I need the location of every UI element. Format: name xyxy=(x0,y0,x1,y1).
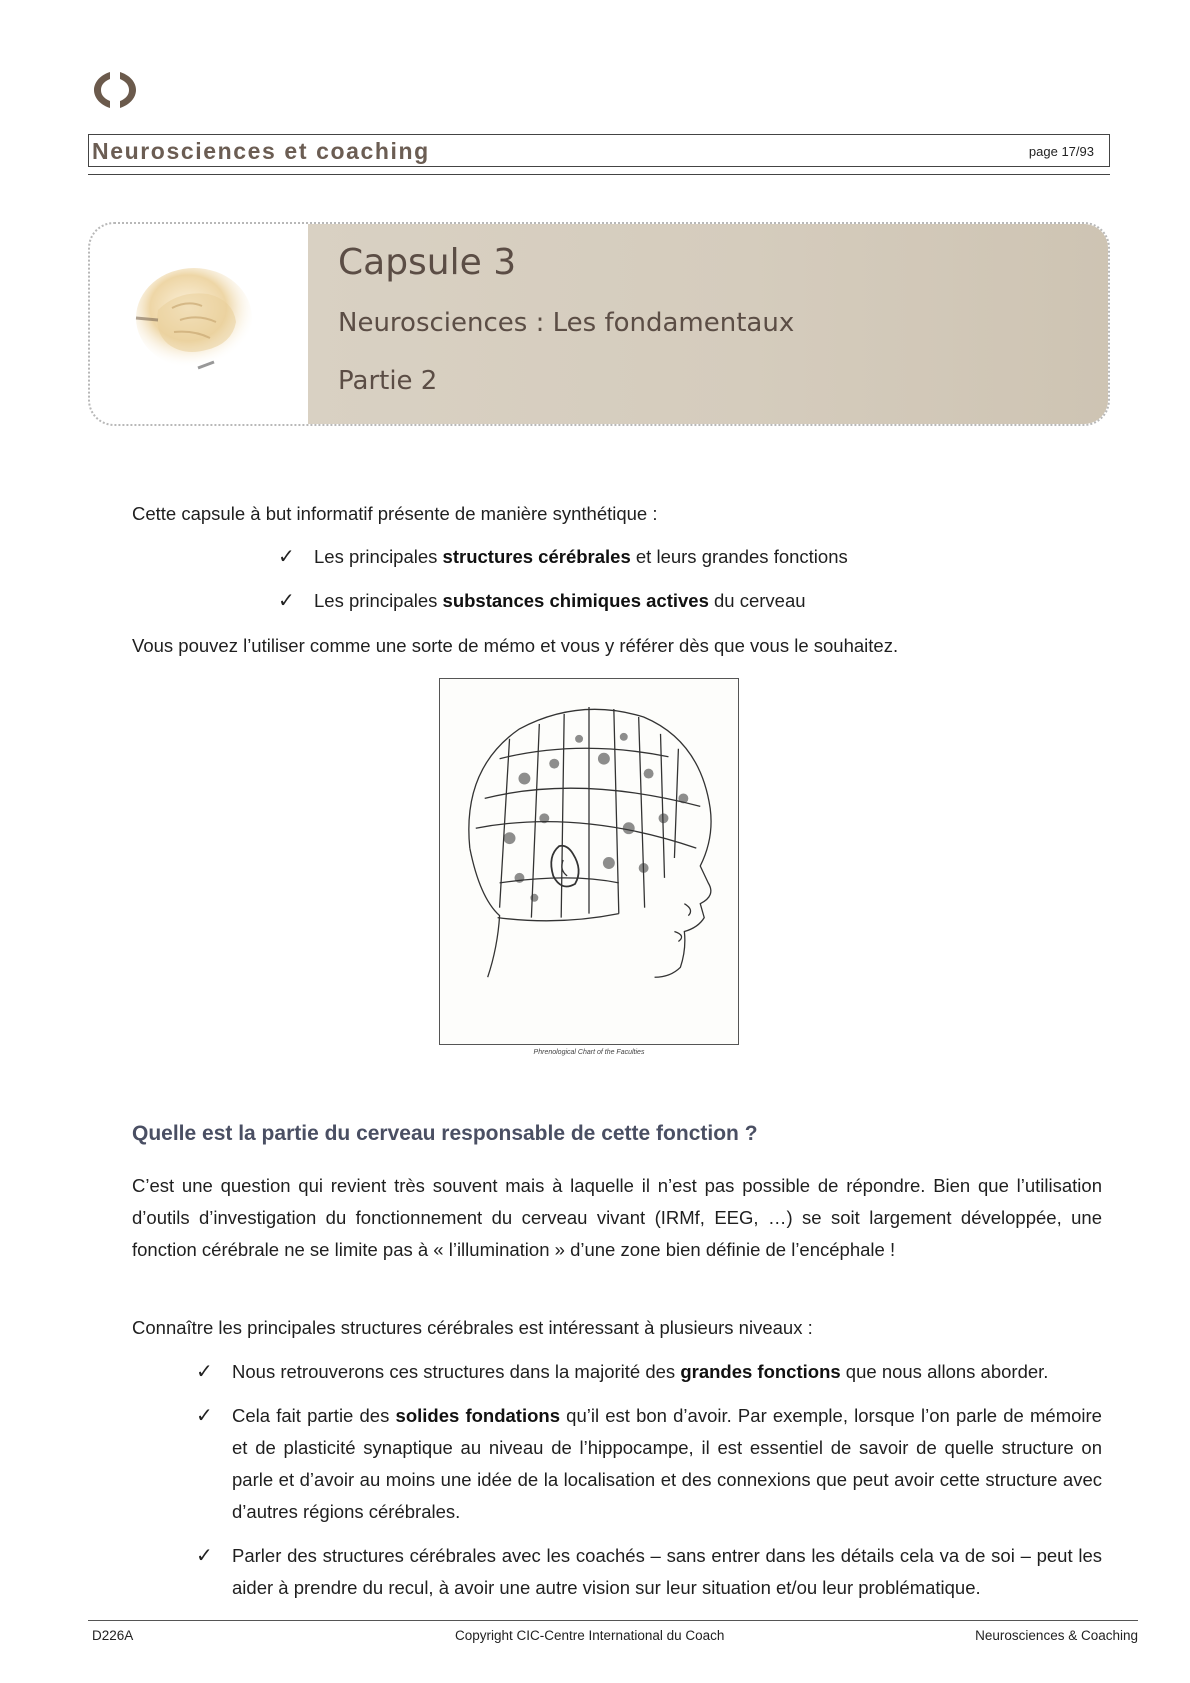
cic-logo-icon xyxy=(92,68,138,112)
footer-copyright: Copyright CIC-Centre International du Coach xyxy=(455,1628,725,1643)
checkmark-icon: ✓ xyxy=(196,1405,213,1427)
list-item-text: Cela fait partie des solides fondations qu’il est bon d’avoir. Par exemple, lorsque l’on parle de mémoire et de plasticité synaptique au niveau de l’hippocampe, il est essentiel de savoir de quelle structure on parle et d’avoir au moins une idée de la localisation et des connexions que peut avoir cette structure avec d’autres régions cérébrales. xyxy=(232,1405,1102,1522)
capsule-subtitle: Neurosciences : Les fondamentaux xyxy=(338,308,795,338)
footer-series: Neurosciences & Coaching xyxy=(975,1628,1138,1643)
list-item-text: Nous retrouverons ces structures dans la majorité des grandes fonctions que nous allons aborder. xyxy=(232,1361,1049,1382)
checkmark-icon: ✓ xyxy=(196,1361,213,1383)
page-number: page 17/93 xyxy=(1028,144,1094,159)
list-item-text: Les principales structures cérébrales et leurs grandes fonctions xyxy=(314,546,848,567)
list-item-text: Parler des structures cérébrales avec les coachés – sans entrer dans les détails cela va de soi – peut les aider à prendre du recul, à avoir une autre vision sur leur situation et/ou leur problématique. xyxy=(232,1545,1102,1598)
document-title: Neurosciences et coaching xyxy=(92,138,430,164)
checkmark-icon: ✓ xyxy=(278,590,295,612)
section-lead: Connaître les principales structures cérébrales est intéressant à plusieurs niveaux : xyxy=(132,1317,813,1338)
capsule-banner xyxy=(88,222,1110,426)
brain-icon xyxy=(128,260,258,380)
capsule-title: Capsule 3 xyxy=(338,242,517,283)
footer-doc-code: D226A xyxy=(92,1628,134,1643)
checkmark-icon: ✓ xyxy=(196,1545,213,1567)
capsule-part: Partie 2 xyxy=(338,366,438,396)
figure-caption: Phrenological Chart of the Faculties xyxy=(533,1049,645,1056)
intro-closing: Vous pouvez l’utiliser comme une sorte de mémo et vous y référer dès que vous le souhaitez. xyxy=(132,635,899,656)
phrenology-head-illustration xyxy=(439,678,739,1045)
checkmark-icon: ✓ xyxy=(278,546,295,568)
header-divider xyxy=(88,174,1110,175)
intro-lead: Cette capsule à but informatif présente de manière synthétique : xyxy=(132,503,658,524)
section-heading: Quelle est la partie du cerveau responsable de cette fonction ? xyxy=(132,1122,758,1145)
section-paragraph: C’est une question qui revient très souvent mais à laquelle il n’est pas possible de répondre. Bien que l’utilisation d’outils d’investigation du fonctionnement du cerveau vivant (IRMf, EEG, …) se soit largement développée, une fonction cérébrale ne se limite pas à « l’illumination » d’une zone bien définie de l’encéphale ! xyxy=(132,1175,1102,1260)
list-item-text: Les principales substances chimiques actives du cerveau xyxy=(314,590,806,611)
footer-divider xyxy=(88,1620,1138,1621)
